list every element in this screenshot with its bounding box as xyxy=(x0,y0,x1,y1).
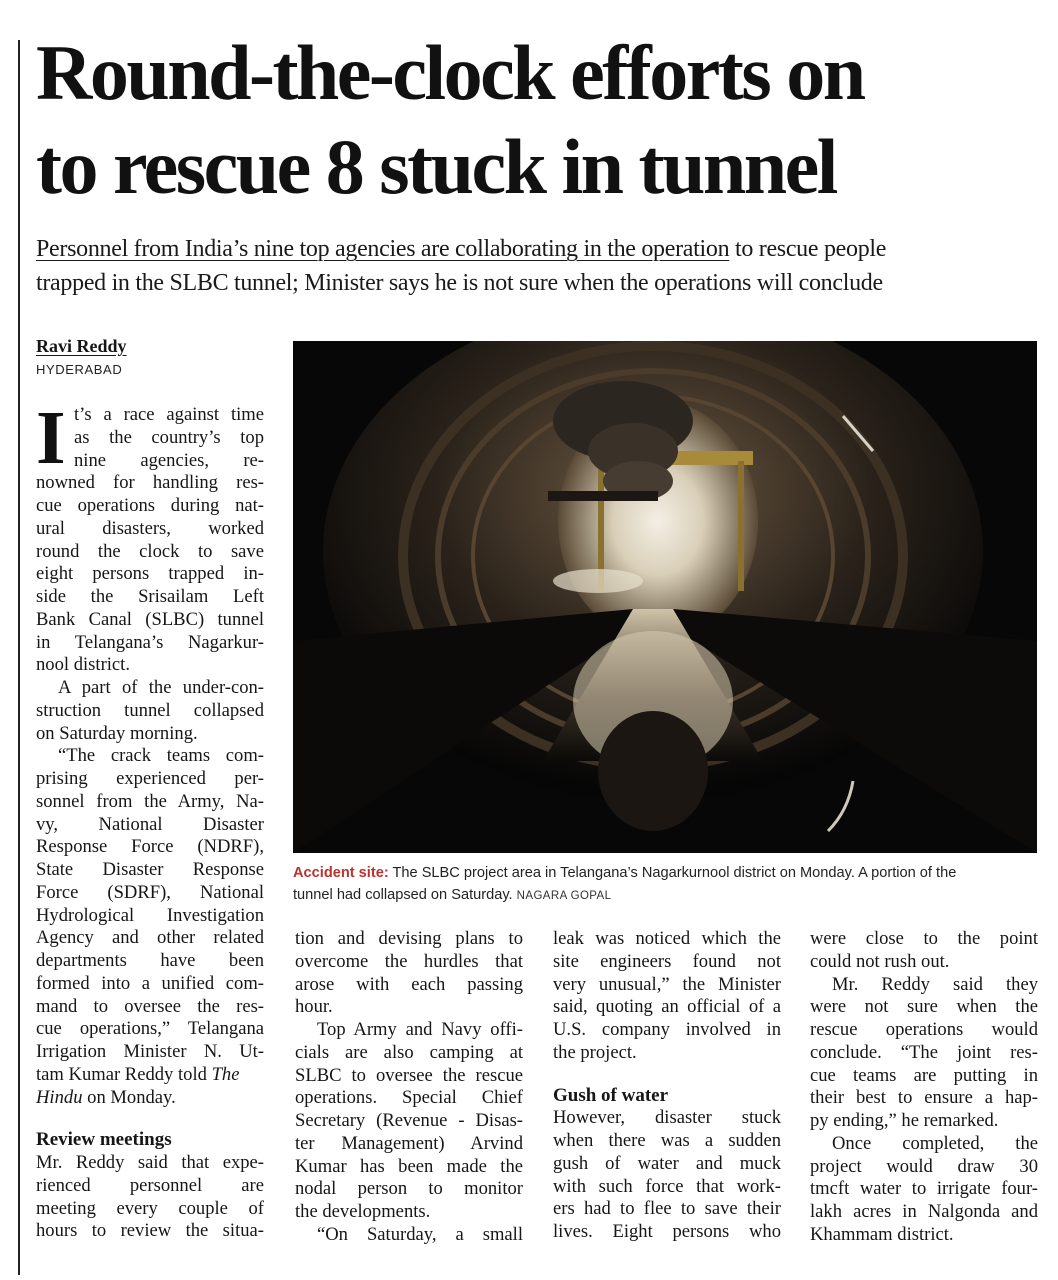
drop-cap: I xyxy=(36,396,66,480)
body-line: Response Force (NDRF), xyxy=(36,836,264,858)
standfirst xyxy=(36,232,1046,300)
body-line: in Telangana’s Nagarkur- xyxy=(36,631,264,653)
body-line: departments have been xyxy=(36,950,264,971)
body-line: However, disaster stuck xyxy=(553,1107,781,1129)
body-line: Kumar has been made the xyxy=(295,1155,523,1177)
body-line: Irrigation Minister N. Ut- xyxy=(36,1041,264,1062)
body-line: cials are also camping at xyxy=(295,1041,523,1063)
headline-line-1: Round-the-clock efforts on xyxy=(36,29,864,116)
spacer xyxy=(553,1065,781,1085)
body-line: side the Srisailam Left xyxy=(36,586,264,607)
spacer xyxy=(36,1109,264,1129)
photo-caption xyxy=(293,862,1043,907)
byline-author[interactable]: Ravi Reddy xyxy=(36,336,127,356)
body-line: formed into a unified com- xyxy=(36,972,264,994)
body-line: ter Management) Arvind xyxy=(295,1132,523,1154)
standfirst-link[interactable]: Personnel from India’s nine top agencies are collaborating in the operation xyxy=(36,236,730,262)
subhead-gush-of-water: Gush of water xyxy=(553,1084,669,1106)
photo-credit: NAGARA GOPAL xyxy=(516,890,612,902)
body-line: lakh acres in Nalgonda and xyxy=(810,1201,1038,1222)
body-line: as the country’s top xyxy=(74,426,264,448)
caption-line-1 xyxy=(293,862,1043,884)
body-line: the project. xyxy=(553,1041,637,1063)
body-line: site engineers found not xyxy=(553,950,781,972)
body-line: “The crack teams com- xyxy=(58,745,264,767)
body-line: project would draw 30 xyxy=(810,1155,1038,1177)
body-line: “On Saturday, a small xyxy=(317,1223,523,1245)
body-line-text: on Monday. xyxy=(87,1086,176,1108)
body-line: py ending,” he remarked. xyxy=(810,1110,999,1131)
caption-lead: Accident site: xyxy=(293,865,389,881)
body-line: Force (SDRF), National xyxy=(36,881,264,903)
body-line: Khammam district. xyxy=(810,1223,954,1245)
body-line: could not rush out. xyxy=(810,950,950,972)
body-line: the developments. xyxy=(295,1201,431,1222)
publication-name: Hindu xyxy=(36,1086,83,1108)
body-line: tmcft water to irrigate four- xyxy=(810,1178,1038,1200)
body-line: meeting every couple of xyxy=(36,1197,264,1219)
body-line: conclude. “The joint res- xyxy=(810,1041,1038,1063)
body-line xyxy=(36,1064,264,1087)
body-line: overcome the hurdles that xyxy=(295,950,523,972)
body-line: Agency and other related xyxy=(36,927,264,949)
body-line: were not sure when the xyxy=(810,996,1038,1018)
body-line: t’s a race against time xyxy=(74,404,264,425)
body-line: said, quoting an official of a xyxy=(553,996,781,1018)
article-column-1 xyxy=(36,396,264,1243)
article-column-3 xyxy=(553,928,781,1244)
body-line: nowned for handling res- xyxy=(36,472,264,494)
body-line: struction tunnel collapsed xyxy=(36,699,264,721)
body-line: SLBC to oversee the rescue xyxy=(295,1064,523,1086)
body-line: Mr. Reddy said that expe- xyxy=(36,1152,264,1173)
body-line: rescue operations would xyxy=(810,1019,1038,1040)
body-line: U.S. company involved in xyxy=(553,1019,781,1040)
body-line: prising experienced per- xyxy=(36,768,264,789)
body-line: on Saturday morning. xyxy=(36,722,198,744)
body-line: State Disaster Response xyxy=(36,859,264,880)
headline xyxy=(36,26,1046,214)
body-line xyxy=(36,1087,264,1110)
body-line: cue teams are putting in xyxy=(810,1064,1038,1086)
body-line: very unusual,” the Minister xyxy=(553,973,781,995)
body-line: vy, National Disaster xyxy=(36,813,264,835)
tunnel-photo-illustration xyxy=(293,341,1037,853)
body-line: Mr. Reddy said they xyxy=(832,973,1038,995)
article-column-2 xyxy=(295,928,523,1247)
body-line: hours to review the situa- xyxy=(36,1220,264,1242)
body-line: Secretary (Revenue - Disas- xyxy=(295,1110,523,1131)
article-column-4 xyxy=(810,928,1038,1247)
body-line: Top Army and Navy offi- xyxy=(317,1019,523,1040)
body-line: lives. Eight persons who xyxy=(553,1221,781,1242)
body-line: leak was noticed which the xyxy=(553,928,781,949)
caption-text-1: The SLBC project area in Telangana’s Nagarkurnool district on Monday. A portion of the xyxy=(388,865,957,881)
body-line: their best to ensure a hap- xyxy=(810,1087,1038,1109)
body-line: were close to the point xyxy=(810,928,1038,949)
body-line: when there was a sudden xyxy=(553,1130,781,1151)
body-line: cue operations,” Telangana xyxy=(36,1018,264,1040)
body-line: with such force that work- xyxy=(553,1175,781,1197)
standfirst-line-2: trapped in the SLBC tunnel; Minister says he is not sure when the operations will conclude xyxy=(36,270,883,296)
column-rule xyxy=(18,40,20,1275)
body-line: round the clock to save xyxy=(36,540,264,562)
body-line: operations. Special Chief xyxy=(295,1087,523,1109)
body-line: A part of the under-con- xyxy=(58,677,264,698)
body-line: nodal person to monitor xyxy=(295,1178,523,1200)
body-line: eight persons trapped in- xyxy=(36,563,264,585)
body-line: hour. xyxy=(295,996,333,1018)
body-line: tion and devising plans to xyxy=(295,928,523,949)
standfirst-line-1 xyxy=(36,232,1046,266)
tunnel-photo xyxy=(293,341,1037,853)
body-line: cue operations during nat- xyxy=(36,495,264,516)
dateline: HYDERABAD xyxy=(36,362,123,377)
body-line-text: tam Kumar Reddy told xyxy=(36,1063,207,1085)
caption-line-2 xyxy=(293,884,1043,907)
body-line: arose with each passing xyxy=(295,973,523,995)
body-line: Once completed, the xyxy=(832,1132,1038,1154)
body-line: ers had to flee to save their xyxy=(553,1198,781,1220)
body-line: nine agencies, re- xyxy=(74,449,264,471)
body-line: nool district. xyxy=(36,654,130,676)
publication-name: The xyxy=(211,1063,240,1085)
headline-line-2: to rescue 8 stuck in tunnel xyxy=(36,123,836,210)
body-line: gush of water and muck xyxy=(553,1152,781,1174)
standfirst-line-1-rest: to rescue people xyxy=(729,236,887,262)
body-line: ural disasters, worked xyxy=(36,517,264,539)
body-line: Bank Canal (SLBC) tunnel xyxy=(36,608,264,630)
subhead-review-meetings: Review meetings xyxy=(36,1129,172,1151)
caption-text-2: tunnel had collapsed on Saturday. xyxy=(293,887,513,903)
body-line: sonnel from the Army, Na- xyxy=(36,790,264,812)
body-line: rienced personnel are xyxy=(36,1174,264,1196)
body-line: mand to oversee the res- xyxy=(36,995,264,1017)
body-line: Hydrological Investigation xyxy=(36,904,264,926)
